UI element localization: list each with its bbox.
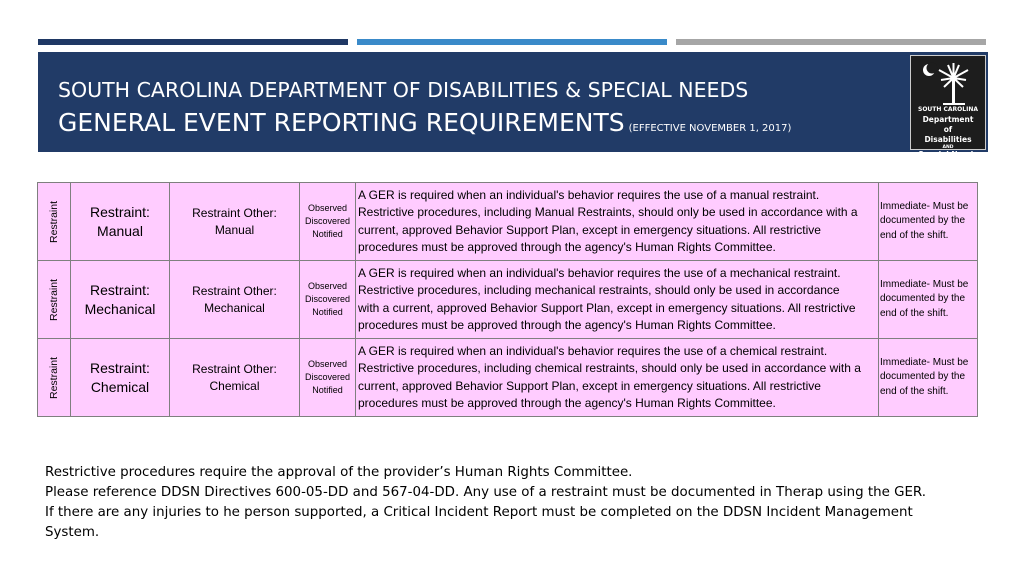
description-cell [356,339,879,417]
event-type-line: Chemical [90,378,150,395]
trigger-cell [300,183,356,261]
event-type-line: Restraint: [90,203,150,220]
trigger-line: Discovered [304,294,351,304]
trigger-line: Discovered [304,372,351,382]
trigger-line: Observed [307,359,348,369]
footer-note: System. [45,525,100,540]
description-line: A GER is required when an individual's behavior requires the use of a mechanical restraint. [358,265,841,280]
table-row [38,339,978,417]
footer-notes [45,463,995,543]
effective-date: (EFFECTIVE NOVEMBER 1, 2017) [628,123,792,134]
description-line: A GER is required when an individual's behavior requires the use of a chemical restraint. [358,343,828,358]
timeframe-line: end of the shift. [880,385,949,397]
page-title [58,108,791,137]
description-line: A GER is required when an individual's behavior requires the use of a manual restraint. [358,187,820,202]
description-line: with a current, approved Behavior Support Plan, except in emergency situations. All restrictive [358,300,856,315]
logo-text-line: Special Needs [918,150,978,159]
accent-bar-blue [357,39,667,45]
logo-text-line: Disabilities [924,135,972,144]
trigger-line: Observed [307,281,348,291]
description-cell [356,183,879,261]
ger-other-cell [170,261,300,339]
description-line: current, approved Behavior Support Plan, except in emergency situations. All restrictive [358,222,821,237]
logo-text-line: of [943,125,953,134]
category-label: Restraint [48,200,60,243]
table-row [38,183,978,261]
trigger-line: Notified [312,229,343,239]
timeframe-line: end of the shift. [880,229,949,241]
footer-note: Please reference DDSN Directives 600-05-DD and 567-04-DD. Any use of a restraint must be documented in Therap using the GER. [45,485,926,500]
description-cell [356,261,879,339]
timeframe-line: documented by the [880,371,966,383]
trigger-line: Discovered [304,216,351,226]
description-line: Restrictive procedures, including mechanical restraints, should only be used in accordance [358,283,840,297]
logo-text-line: SOUTH CAROLINA [918,106,978,113]
page-title-text: GENERAL EVENT REPORTING REQUIREMENTS [58,108,625,137]
event-type-cell [71,339,170,417]
logo-text-line: AND [942,145,954,150]
trigger-cell [300,339,356,417]
description-line: procedures must be approved through the agency's Human Rights Committee. [358,240,776,254]
timeframe-cell [879,261,978,339]
timeframe-line: documented by the [880,293,966,305]
table-row [38,261,978,339]
timeframe-line: documented by the [880,215,966,227]
ger-other-line: Mechanical [204,300,265,315]
timeframe-cell [879,339,978,417]
event-type-line: Restraint: [90,281,150,298]
timeframe-line: end of the shift. [880,307,949,319]
ger-other-line: Restraint Other: [192,205,277,220]
ger-other-line: Manual [214,222,255,237]
category-label: Restraint [48,278,60,321]
category-cell [38,261,71,339]
event-type-line: Restraint: [90,359,150,376]
trigger-line: Notified [312,385,343,395]
ger-other-line: Chemical [209,378,260,393]
accent-bar-gray [676,39,986,45]
trigger-line: Observed [307,203,348,213]
footer-note: If there are any injuries to he person supported, a Critical Incident Report must be completed on the DDSN Incident Management [45,505,913,520]
timeframe-line: Immediate- Must be [880,278,969,290]
category-cell [38,183,71,261]
category-cell [38,339,71,417]
palmetto-moon-icon [919,60,977,106]
timeframe-cell [879,183,978,261]
description-line: Restrictive procedures, including chemical restraints, should only be used in accordance with a [358,361,861,375]
event-type-line: Mechanical [84,300,156,317]
logo-text-line: Department [922,115,974,124]
description-line: current, approved Behavior Support Plan, except in emergency situations. All restrictive [358,378,821,393]
requirements-table [37,182,978,417]
page-title-agency: SOUTH CAROLINA DEPARTMENT OF DISABILITIES & SPECIAL NEEDS [58,78,749,102]
ger-other-cell [170,339,300,417]
description-line: Restrictive procedures, including Manual Restraints, should only be used in accordance with a [358,205,858,219]
event-type-line: Manual [97,222,143,239]
agency-logo [910,55,986,159]
ger-other-cell [170,183,300,261]
footer-note: Restrictive procedures require the approval of the provider’s Human Rights Committee. [45,465,633,480]
trigger-cell [300,261,356,339]
logo-text [911,105,985,160]
title-banner [38,52,988,159]
accent-bar-dark [38,39,348,45]
timeframe-line: Immediate- Must be [880,356,969,368]
category-label: Restraint [48,356,60,399]
trigger-line: Notified [312,307,343,317]
description-line: procedures must be approved through the agency's Human Rights Committee. [358,396,776,410]
ger-other-line: Restraint Other: [192,283,277,298]
event-type-cell [71,261,170,339]
timeframe-line: Immediate- Must be [880,200,969,212]
event-type-cell [71,183,170,261]
description-line: procedures must be approved through the agency's Human Rights Committee. [358,318,776,332]
ger-other-line: Restraint Other: [192,361,277,376]
